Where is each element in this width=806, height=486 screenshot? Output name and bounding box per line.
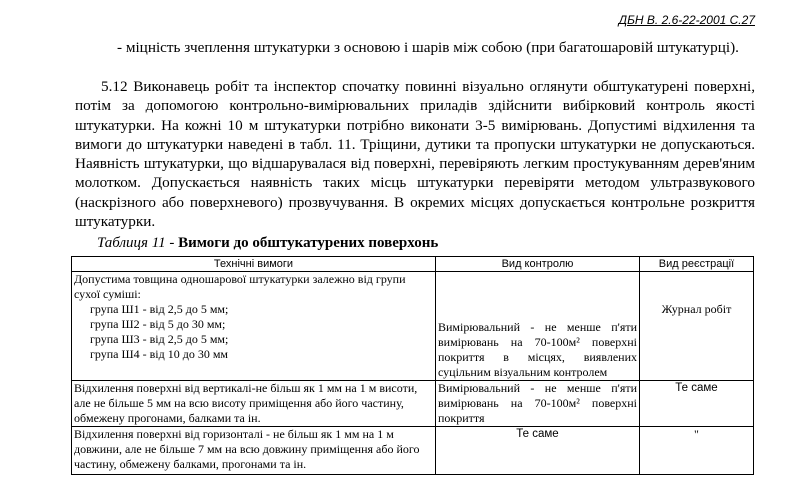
group-item: група Ш4 - від 10 до 30 мм	[90, 347, 229, 361]
registration-cell: Журнал робіт	[640, 272, 754, 381]
table-caption-label: Таблиця 11 -	[97, 235, 179, 251]
table-caption-title: Вимоги до обштукатурених поверхонь	[178, 235, 439, 251]
group-item: група Ш1 - від 2,5 до 5 мм;	[90, 302, 229, 316]
group-item: група Ш3 - від 2,5 до 5 мм;	[90, 332, 229, 346]
group-item: група Ш2 - від 5 до 30 мм;	[90, 317, 226, 331]
registration-cell: "	[640, 427, 754, 475]
table-row	[72, 272, 754, 381]
requirements-table	[71, 256, 754, 475]
requirement-text: Допустима товщина одношарової штукатурки залежно від групи сухої суміші:	[74, 272, 406, 301]
registration-cell: Те саме	[640, 381, 754, 427]
control-cell: Вимірювальний - не менше п'яти вимірювань на 70-100м² поверхні покриття	[436, 381, 640, 427]
control-cell: Вимірювальний - не менше п'яти вимірювань на 70-100м² поверхні покриття в місцях, виявлених суцільним візуальним контролем	[436, 272, 640, 381]
requirement-cell	[72, 272, 436, 381]
table-caption	[97, 235, 438, 252]
table-header-row	[72, 257, 754, 272]
header-registration-type: Вид реєстрації	[640, 257, 754, 272]
table-row	[72, 427, 754, 475]
control-cell: Те саме	[436, 427, 640, 475]
document-reference: ДБН В. 2.6-22-2001 С.27	[618, 13, 755, 27]
requirement-cell: Відхилення поверхні від горизонталі - не більш як 1 мм на 1 м довжини, але не більше 7 мм на всю довжину приміщення або його частину, обмежену балками, прогонами та ін.	[72, 427, 436, 475]
bullet-item: - міцність зчеплення штукатурки з основою і шарів між собою (при багатошаровій штукатурці).	[117, 39, 739, 56]
header-control-type: Вид контролю	[436, 257, 640, 272]
requirement-cell: Відхилення поверхні від вертикалі-не більш як 1 мм на 1 м висоти, але не більше 5 мм на всю висоту приміщення або його частину, обмежену прогонами, балками та ін.	[72, 381, 436, 427]
table-row	[72, 381, 754, 427]
paragraph-5-12: 5.12 Виконавець робіт та інспектор спочатку повинні візуально оглянути обштукатурені поверхні, потім за допомогою контрольно-вимірювальних приладів здійснити вибірковий контроль якості штукатурки. На кожні 10 м штукатурки потрібно виконати 3-5 вимірювань. Допустимі відхилення та вимоги до штукатурки наведені в табл. 11. Тріщини, дутики та пропуски штукатурки не допускаються. Наявність штукатурки, що відшарувалася від поверхні, перевіряють легким простукуванням дерев'яним молотком. Допускається наявність таких місць штукатурки перевіряти методом ультразвукового (наскрізного або поверхневого) прозвучування. В окремих місцях допускається контрольне розкриття штукатурки.	[75, 78, 755, 231]
header-technical-requirements: Технічні вимоги	[72, 257, 436, 272]
